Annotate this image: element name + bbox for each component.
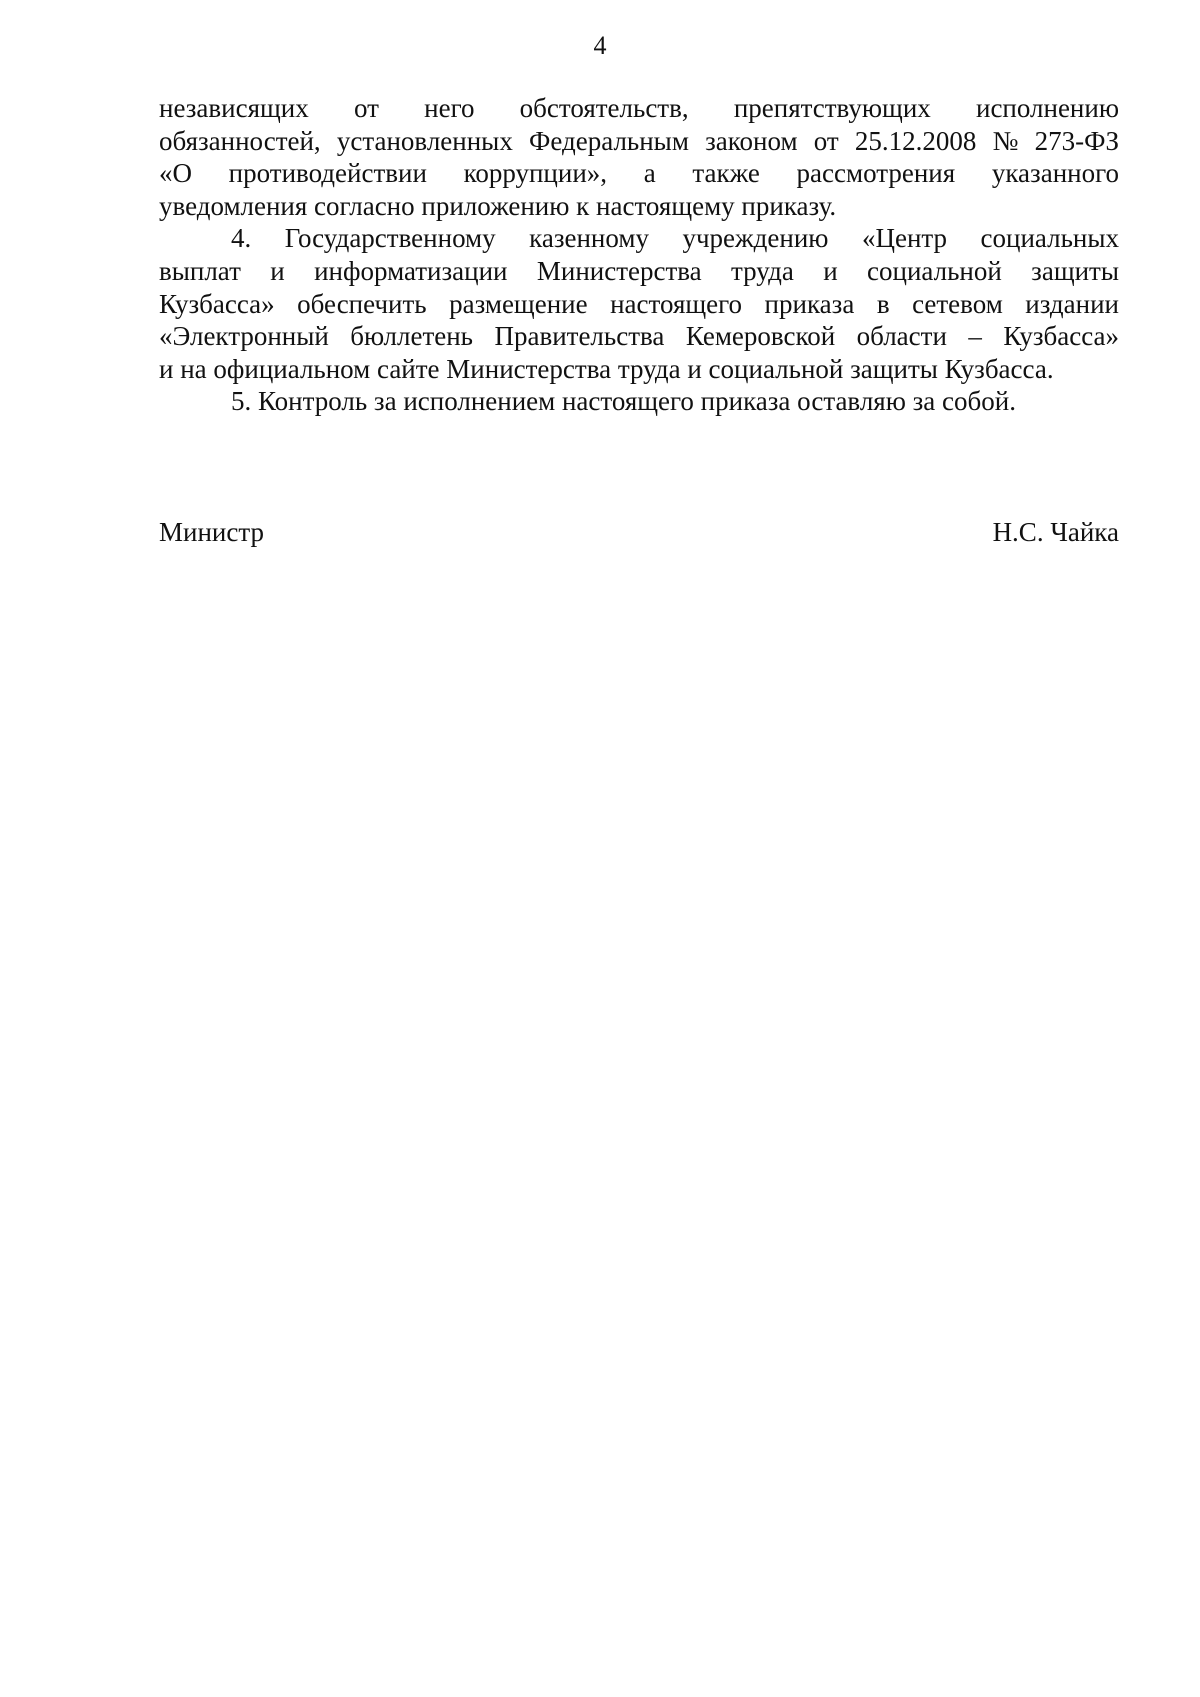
text-line: обязанностей, установленных Федеральным законом от 25.12.2008 № 273-ФЗ: [159, 125, 1119, 156]
text-line: и на официальном сайте Министерства труда и социальной защиты Кузбасса.: [159, 353, 1054, 384]
document-body: [159, 92, 1119, 418]
signatory-name: Н.С. Чайка: [992, 517, 1119, 547]
page-number: 4: [593, 31, 607, 60]
text-line: «О противодействии коррупции», а также рассмотрения указанного: [159, 158, 1119, 189]
signatory-role: Министр: [159, 517, 264, 547]
text-line: Кузбасса» обеспечить размещение настоящего приказа в сетевом издании: [159, 288, 1119, 319]
paragraph-item-4: [159, 222, 1119, 385]
text-line: выплат и информатизации Министерства труда и социальной защиты: [159, 255, 1119, 286]
paragraph-continuation: [159, 92, 1119, 222]
text-line: 5. Контроль за исполнением настоящего приказа оставляю за собой.: [231, 386, 1016, 417]
text-line: «Электронный бюллетень Правительства Кемеровской области – Кузбасса»: [159, 321, 1119, 352]
text-line: 4. Государственному казенному учреждению «Центр социальных: [231, 223, 1119, 254]
text-line: уведомления согласно приложению к настоящему приказу.: [159, 190, 837, 221]
text-line: независящих от него обстоятельств, препятствующих исполнению: [159, 93, 1119, 123]
paragraph-item-5: [159, 385, 1119, 418]
signature-block: [159, 515, 1119, 549]
